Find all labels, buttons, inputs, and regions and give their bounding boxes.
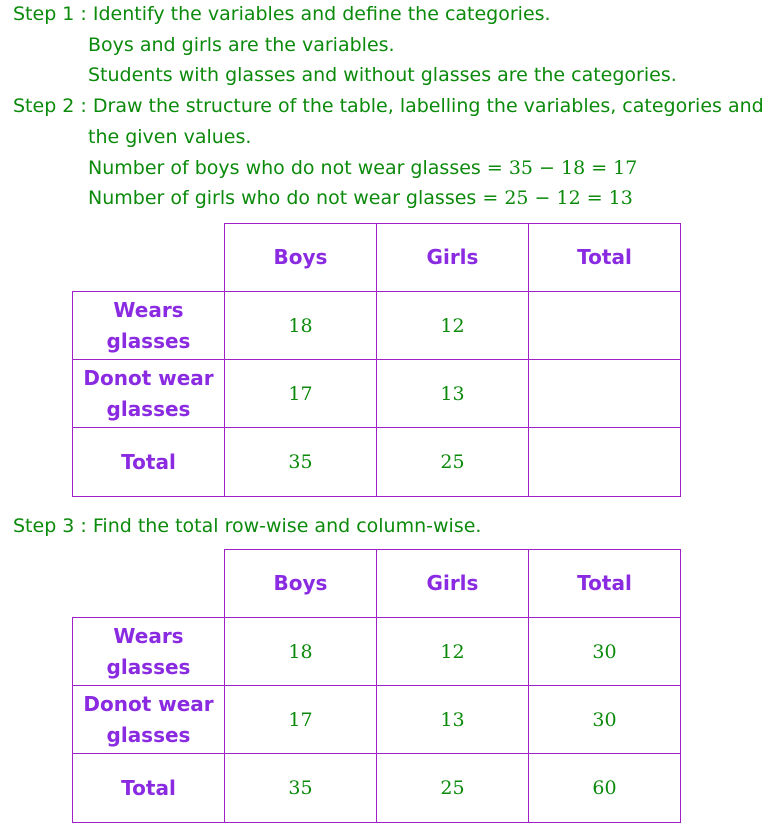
- row-header-wears-line2: glasses: [106, 654, 191, 679]
- step1-categories-text: Students with glasses and without glasses are the categories.: [88, 64, 677, 86]
- girls-no-glasses-text: Number of girls who do not wear glasses: [88, 187, 477, 209]
- header-total: Total: [528, 223, 681, 292]
- row-header-total: Total: [72, 753, 225, 823]
- boys-no-glasses-calc: = 35 − 18 = 17: [486, 157, 638, 179]
- step1-variables-text: Boys and girls are the variables.: [88, 34, 395, 56]
- step1-line: [13, 2, 551, 26]
- header-total: Total: [528, 549, 681, 618]
- row-header-wears-glasses: [72, 617, 225, 686]
- cell-donot-girls: 13: [376, 359, 529, 428]
- row-header-donot-line1: Donot wear: [83, 365, 214, 390]
- row-header-wears-glasses: [72, 291, 225, 360]
- boys-no-glasses-text: Number of boys who do not wear glasses: [88, 157, 481, 179]
- cell-wears-boys: 18: [224, 291, 377, 360]
- step2-label: Step 2 :: [13, 95, 87, 117]
- row-header-donot-line1: Donot wear: [83, 691, 214, 716]
- cell-total-total: 60: [528, 753, 681, 823]
- cell-wears-girls: 12: [376, 617, 529, 686]
- step3-line: [13, 514, 481, 538]
- girls-no-glasses-line: [88, 186, 633, 210]
- cell-total-boys: 35: [224, 753, 377, 823]
- step3-text: Find the total row-wise and column-wise.: [92, 515, 482, 537]
- header-girls: Girls: [376, 223, 529, 292]
- cell-wears-total: 30: [528, 617, 681, 686]
- cell-total-boys: 35: [224, 427, 377, 497]
- row-header-donot-line2: glasses: [106, 396, 191, 421]
- cell-total-girls: 25: [376, 753, 529, 823]
- cell-wears-girls: 12: [376, 291, 529, 360]
- step1-label: Step 1 :: [13, 3, 87, 25]
- row-header-donot-line2: glasses: [106, 722, 191, 747]
- step2-text-continued: the given values.: [88, 126, 252, 148]
- step3-label: Step 3 :: [13, 515, 87, 537]
- row-header-total: Total: [72, 427, 225, 497]
- cell-total-girls: 25: [376, 427, 529, 497]
- cell-wears-boys: 18: [224, 617, 377, 686]
- cell-donot-boys: 17: [224, 685, 377, 754]
- cell-donot-boys: 17: [224, 359, 377, 428]
- cell-wears-total: [528, 291, 681, 360]
- cell-donot-girls: 13: [376, 685, 529, 754]
- step2-line: [13, 94, 764, 118]
- header-boys: Boys: [224, 549, 377, 618]
- step1-text: Identify the variables and define the categories.: [92, 3, 551, 25]
- cell-donot-total: [528, 359, 681, 428]
- row-header-wears-line1: Wears: [113, 623, 184, 648]
- cell-donot-total: 30: [528, 685, 681, 754]
- row-header-wears-line2: glasses: [106, 328, 191, 353]
- header-girls: Girls: [376, 549, 529, 618]
- header-boys: Boys: [224, 223, 377, 292]
- boys-no-glasses-line: [88, 156, 637, 180]
- row-header-wears-line1: Wears: [113, 297, 184, 322]
- row-header-donot-wear-glasses: [72, 359, 225, 428]
- girls-no-glasses-calc: = 25 − 12 = 13: [482, 187, 633, 209]
- cell-total-total: [528, 427, 681, 497]
- step2-text: Draw the structure of the table, labelling the variables, categories and: [92, 95, 764, 117]
- row-header-donot-wear-glasses: [72, 685, 225, 754]
